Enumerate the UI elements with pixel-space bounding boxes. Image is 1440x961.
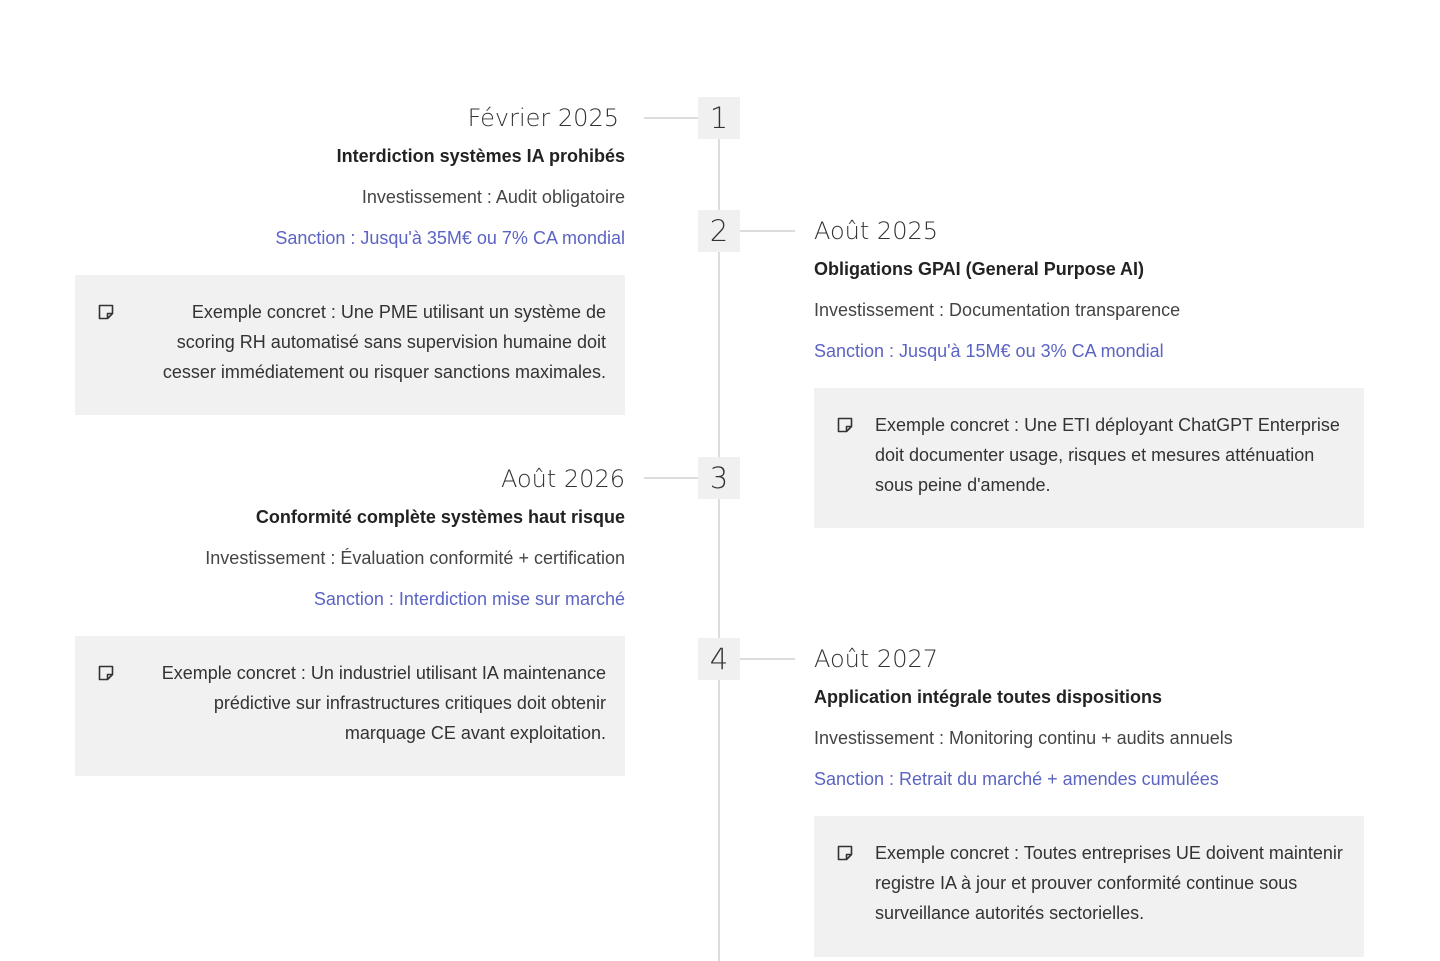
example-text: Exemple concret : Toutes entreprises UE doivent maintenir registre IA à jour et prouver conformité continue sous surveillance autorités sectorielles.: [875, 843, 1343, 923]
milestone-title: Obligations GPAI (General Purpose AI): [814, 259, 1145, 279]
milestone-3: [75, 464, 625, 776]
example-card: [75, 275, 625, 415]
milestone-investment: Investissement : Audit obligatoire: [361, 187, 625, 207]
example-text: Exemple concret : Une ETI déployant ChatGPT Enterprise doit documenter usage, risques et mesures atténuation sous peine d'amende.: [875, 415, 1340, 495]
milestone-4: [814, 644, 1364, 957]
milestone-sanction: Sanction : Jusqu'à 15M€ ou 3% CA mondial: [814, 341, 1164, 361]
milestone-title: Conformité complète systèmes haut risque: [255, 507, 625, 527]
example-card: [75, 636, 625, 776]
connector-4: [740, 658, 795, 660]
milestone-marker-4: 4: [698, 638, 740, 680]
sticky-note-icon: [97, 303, 115, 321]
milestone-sanction: Sanction : Retrait du marché + amendes cumulées: [814, 769, 1219, 789]
milestone-1: [75, 103, 625, 415]
sticky-note-icon: [836, 416, 854, 434]
milestone-date: Août 2025: [814, 217, 939, 245]
connector-2: [740, 230, 795, 232]
milestone-title: Interdiction systèmes IA prohibés: [336, 146, 625, 166]
milestone-sanction: Sanction : Interdiction mise sur marché: [313, 589, 625, 609]
connector-1: [644, 117, 698, 119]
milestone-investment: Investissement : Monitoring continu + audits annuels: [814, 728, 1233, 748]
milestone-2: [814, 216, 1364, 528]
milestone-marker-2: 2: [698, 210, 740, 252]
milestone-sanction: Sanction : Jusqu'à 35M€ ou 7% CA mondial: [275, 228, 625, 248]
connector-3: [644, 477, 698, 479]
milestone-date: Août 2026: [500, 465, 625, 493]
milestone-investment: Investissement : Documentation transparence: [814, 300, 1181, 320]
example-text: Exemple concret : Un industriel utilisant IA maintenance prédictive sur infrastructures critiques doit obtenir marquage CE avant exploitation.: [161, 663, 606, 743]
sticky-note-icon: [836, 844, 854, 862]
milestone-date: Février 2025: [467, 104, 619, 132]
example-card: [814, 388, 1364, 528]
example-text: Exemple concret : Une PME utilisant un système de scoring RH automatisé sans supervision humaine doit cesser immédiatement ou risquer sanctions maximales.: [162, 302, 606, 382]
milestone-investment: Investissement : Évaluation conformité + certification: [205, 548, 625, 568]
sticky-note-icon: [97, 664, 115, 682]
milestone-title: Application intégrale toutes dispositions: [814, 687, 1163, 707]
milestone-marker-1: 1: [698, 97, 740, 139]
milestone-marker-3: 3: [698, 457, 740, 499]
milestone-date: Août 2027: [814, 645, 939, 673]
example-card: [814, 816, 1364, 957]
